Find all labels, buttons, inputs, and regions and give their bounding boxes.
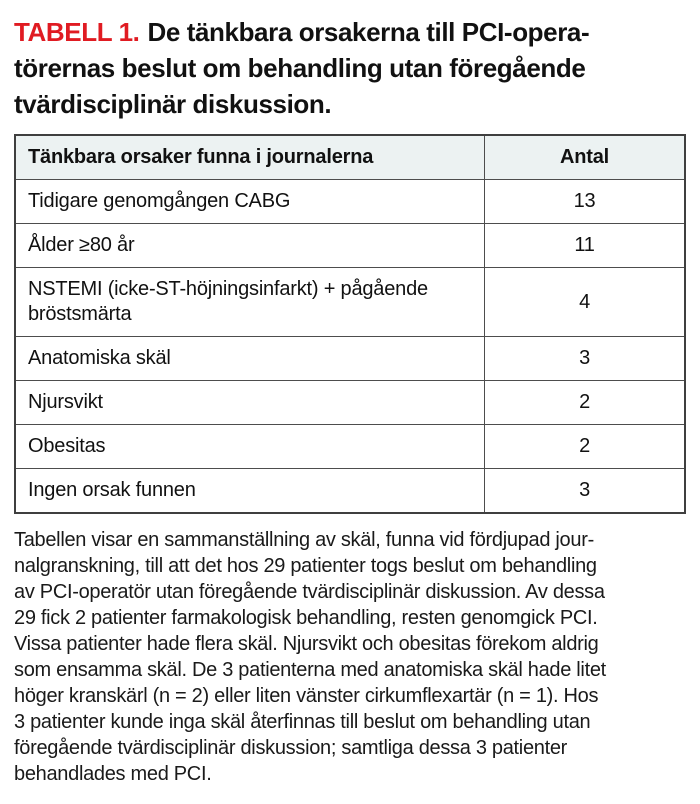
- table-title: [14, 14, 686, 122]
- title-line-3: tvärdisciplinär diskussion.: [14, 89, 332, 119]
- header-cell-cause: Tänkbara orsaker funna i journalerna: [15, 135, 485, 180]
- caption-line: som ensamma skäl. De 3 patienterna med anatomiska skäl hade litet: [14, 659, 606, 681]
- title-line-2: törernas beslut om behandling utan föregående: [14, 53, 586, 83]
- count-cell: 11: [485, 224, 685, 268]
- cause-cell: Njursvikt: [15, 381, 485, 425]
- table-row: [15, 268, 685, 337]
- table-row: [15, 224, 685, 268]
- count-cell: 13: [485, 180, 685, 224]
- count-cell: 3: [485, 337, 685, 381]
- table-number-label: TABELL 1.: [14, 17, 140, 47]
- caption-line: behandlades med PCI.: [14, 763, 212, 785]
- table-row: [15, 381, 685, 425]
- caption-line: höger kranskärl (n = 2) eller liten vänster cirkumflexartär (n = 1). Hos: [14, 685, 599, 707]
- table-row: [15, 337, 685, 381]
- cause-cell: Obesitas: [15, 425, 485, 469]
- cause-cell: Tidigare genomgången CABG: [15, 180, 485, 224]
- caption-line: nalgranskning, till att det hos 29 patienter togs beslut om behandling: [14, 555, 597, 577]
- count-cell: 2: [485, 381, 685, 425]
- table-row: [15, 469, 685, 514]
- count-cell: 3: [485, 469, 685, 514]
- caption-line: Tabellen visar en sammanställning av skäl, funna vid fördjupad jour-: [14, 529, 594, 551]
- count-cell: 2: [485, 425, 685, 469]
- caption-line: föregående tvärdisciplinär diskussion; samtliga dessa 3 patienter: [14, 737, 568, 759]
- cause-cell: Anatomiska skäl: [15, 337, 485, 381]
- caption-line: Vissa patienter hade flera skäl. Njursvikt och obesitas förekom aldrig: [14, 633, 599, 655]
- cause-cell: NSTEMI (icke-ST-höjningsinfarkt) + pågående bröstsmärta: [15, 268, 485, 337]
- header-row: [15, 135, 685, 180]
- table-caption: [14, 527, 686, 787]
- table-body: [15, 180, 685, 514]
- cause-cell: Ingen orsak funnen: [15, 469, 485, 514]
- count-cell: 4: [485, 268, 685, 337]
- cause-cell: Ålder ≥80 år: [15, 224, 485, 268]
- title-line-1: [14, 14, 686, 50]
- title-text-1: De tänkbara orsakerna till PCI-opera-: [147, 17, 590, 47]
- caption-line: 29 fick 2 patienter farmakologisk behandling, resten genomgick PCI.: [14, 607, 598, 629]
- caption-line: 3 patienter kunde inga skäl återfinnas till beslut om behandling utan: [14, 711, 591, 733]
- caption-line: av PCI-operatör utan föregående tvärdisciplinär diskussion. Av dessa: [14, 581, 605, 603]
- header-cell-count: Antal: [485, 135, 685, 180]
- table-header: [15, 135, 685, 180]
- table-row: [15, 180, 685, 224]
- causes-table: [14, 134, 686, 514]
- table-row: [15, 425, 685, 469]
